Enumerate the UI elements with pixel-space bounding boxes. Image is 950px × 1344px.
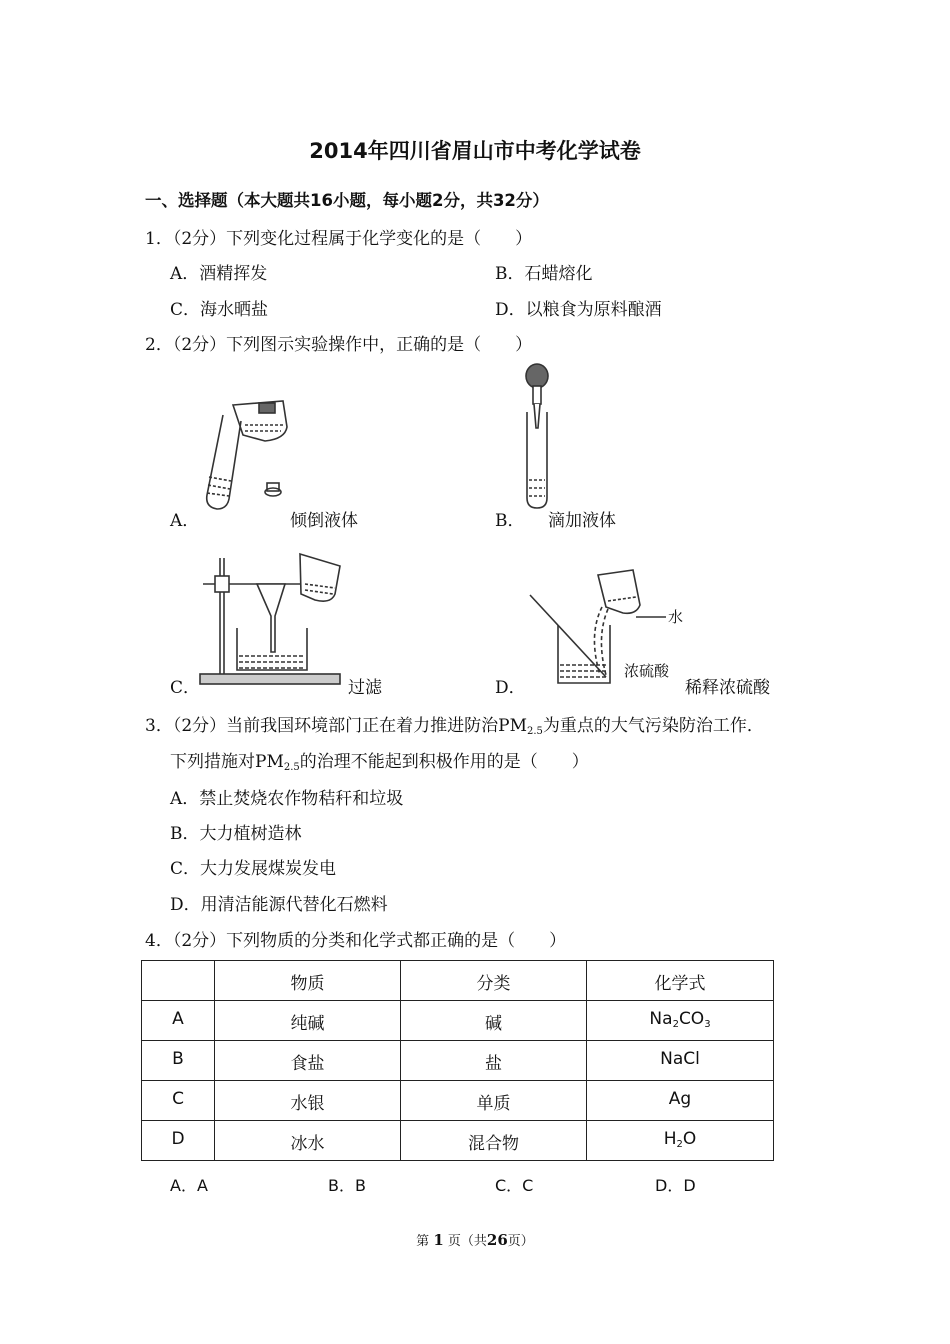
page-number: 1 bbox=[433, 1231, 444, 1249]
table-row bbox=[142, 1001, 774, 1041]
row-category: 混合物 bbox=[401, 1121, 587, 1161]
question-stem: （2分）下列图示实验操作中，正确的是（ ） bbox=[172, 335, 533, 355]
q3-option-b: B．大力植树造林 bbox=[170, 824, 302, 844]
q3-option-a: A．禁止焚烧农作物秸秆和垃圾 bbox=[170, 789, 404, 809]
question-stem: （2分）下列变化过程属于化学变化的是（ ） bbox=[172, 229, 533, 249]
paper-title: 2014年四川省眉山市中考化学试卷 bbox=[309, 139, 641, 163]
row-category: 盐 bbox=[401, 1041, 587, 1081]
q1-option-c: C．海水晒盐 bbox=[170, 300, 269, 320]
row-id: B bbox=[142, 1041, 215, 1081]
q2-option-d-letter: D． bbox=[495, 678, 526, 698]
row-formula: $Na_2CO_3$ bbox=[587, 1001, 774, 1041]
q4-option-a: A．A bbox=[170, 1176, 208, 1195]
q4-option-b: B．B bbox=[328, 1176, 366, 1195]
row-formula: $H_2O$ bbox=[587, 1121, 774, 1161]
row-formula: NaCl bbox=[587, 1041, 774, 1081]
question-stem: （2分）下列物质的分类和化学式都正确的是（ ） bbox=[172, 931, 567, 951]
question-stem-line2-cont: 的治理不能起到积极作用的是（ ） bbox=[299, 752, 589, 772]
question-number: 4． bbox=[145, 931, 173, 951]
q1-option-a: A．酒精挥发 bbox=[170, 264, 268, 284]
figure-pouring-liquid bbox=[195, 395, 295, 515]
figure-filtration bbox=[195, 548, 355, 688]
q2-option-d-label: 稀释浓硫酸 bbox=[685, 678, 770, 698]
q2-option-b-label: 滴加液体 bbox=[548, 511, 616, 531]
pm-subscript: 2.5 bbox=[527, 726, 543, 737]
table-header-cell: 化学式 bbox=[587, 961, 774, 1001]
row-id: C bbox=[142, 1081, 215, 1121]
pm-subscript: 2.5 bbox=[283, 762, 300, 773]
question-number: 3． bbox=[145, 716, 173, 736]
q1-option-b: B．石蜡熔化 bbox=[495, 264, 593, 284]
question-number: 1． bbox=[145, 229, 173, 249]
section-heading: 一、选择题（本大题共16小题，每小题2分，共32分） bbox=[145, 191, 549, 210]
row-id: D bbox=[142, 1121, 215, 1161]
table-row bbox=[142, 1041, 774, 1081]
table-header-cell: 物质 bbox=[215, 961, 401, 1001]
row-category: 单质 bbox=[401, 1081, 587, 1121]
q2-option-c-letter: C． bbox=[170, 678, 201, 698]
question-2 bbox=[145, 330, 532, 355]
classification-table bbox=[141, 960, 774, 1161]
question-number: 2． bbox=[145, 335, 173, 355]
q2-option-c-label: 过滤 bbox=[348, 678, 382, 698]
annotation-acid: 浓硫酸 bbox=[624, 662, 670, 680]
table-header-cell bbox=[142, 961, 215, 1001]
figure-dropping-liquid bbox=[515, 362, 565, 512]
table-header-row bbox=[142, 961, 774, 1001]
table-row bbox=[142, 1081, 774, 1121]
row-category: 碱 bbox=[401, 1001, 587, 1041]
row-id: A bbox=[142, 1001, 215, 1041]
annotation-water: 水 bbox=[668, 608, 684, 626]
q2-option-a-label: 倾倒液体 bbox=[290, 511, 358, 531]
page-footer: 第 1 页（共26页） bbox=[416, 1231, 534, 1249]
question-3 bbox=[145, 711, 764, 737]
row-substance: 冰水 bbox=[215, 1121, 401, 1161]
q1-option-d: D．以粮食为原料酿酒 bbox=[495, 300, 662, 320]
table-header-cell: 分类 bbox=[401, 961, 587, 1001]
question-1 bbox=[145, 224, 532, 249]
table-row bbox=[142, 1121, 774, 1161]
row-formula: Ag bbox=[587, 1081, 774, 1121]
question-stem: （2分）当前我国环境部门正在着力推进防治PM bbox=[172, 716, 527, 736]
q2-option-a-letter: A． bbox=[170, 511, 200, 531]
question-stem-line2: 下列措施对PM bbox=[170, 752, 284, 772]
question-3-line2 bbox=[170, 747, 589, 773]
q2-option-b-letter: B． bbox=[495, 511, 525, 531]
row-substance: 纯碱 bbox=[215, 1001, 401, 1041]
page-total: 26 bbox=[486, 1231, 508, 1249]
q4-option-d: D．D bbox=[655, 1176, 696, 1195]
question-4 bbox=[145, 926, 566, 951]
question-stem-cont: 为重点的大气污染防治工作． bbox=[542, 716, 764, 736]
q3-option-d: D．用清洁能源代替化石燃料 bbox=[170, 895, 388, 915]
q4-option-c: C．C bbox=[495, 1176, 534, 1195]
q3-option-c: C．大力发展煤炭发电 bbox=[170, 859, 337, 879]
row-substance: 食盐 bbox=[215, 1041, 401, 1081]
row-substance: 水银 bbox=[215, 1081, 401, 1121]
